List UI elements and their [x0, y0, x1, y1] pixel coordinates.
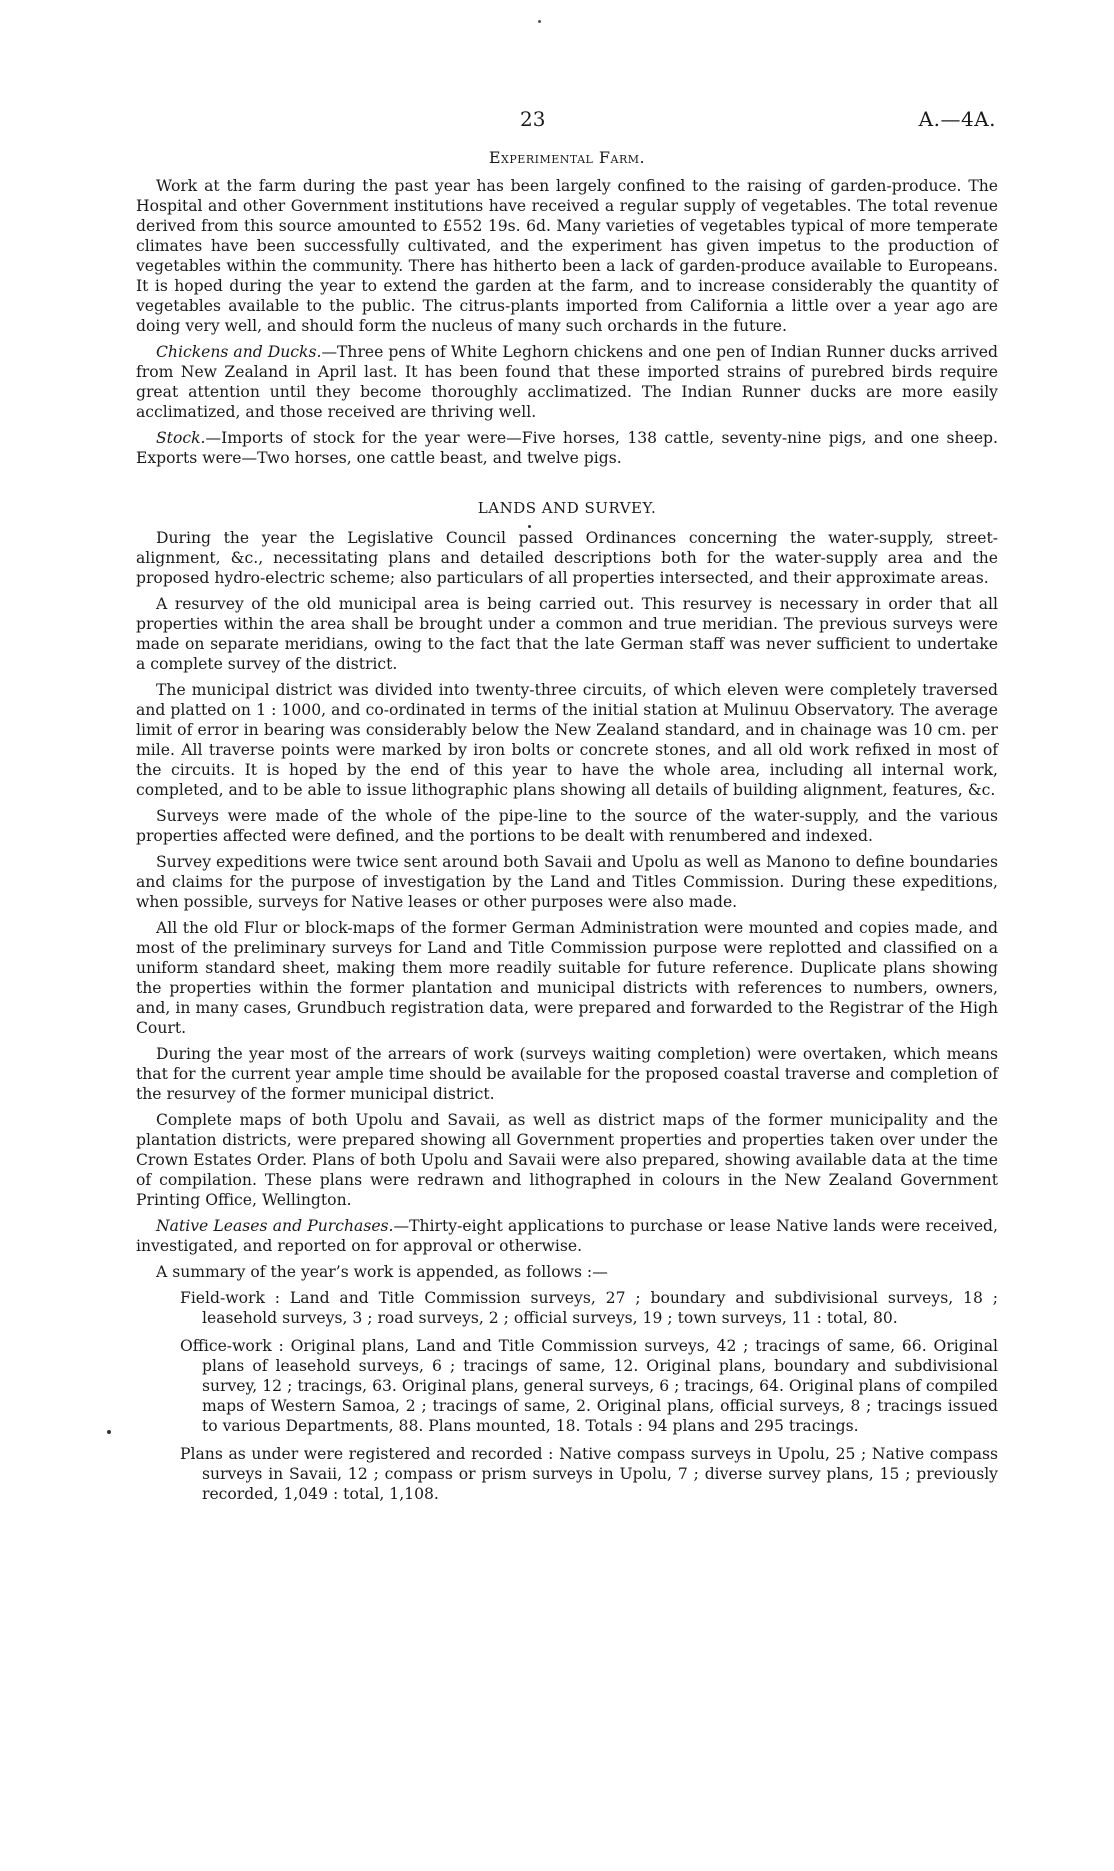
speck	[538, 20, 541, 23]
paragraph: Complete maps of both Upolu and Savaii, as well as district maps of the former municipality and the plantation districts, were prepared showing all Government properties and properties taken over under the Crown Estates Order. Plans of both Upolu and Savaii were also prepared, showing available data at the time of compilation. These plans were redrawn and lithographed in colours in the New Zealand Government Printing Office, Wellington.	[136, 1111, 998, 1209]
speck	[107, 1430, 111, 1434]
summary-item-fieldwork: Field-work : Land and Title Commission surveys, 27 ; boundary and subdivisional surveys, 18 ; leasehold surveys, 3 ; road surveys, 2 ; official surveys, 19 ; town surveys, 11 : total, 80.	[180, 1289, 998, 1327]
paragraph: During the year most of the arrears of work (surveys waiting completion) were overtaken, which means that for the current year ample time should be available for the proposed coastal traverse and completion of the resurvey of the former municipal district.	[136, 1045, 998, 1103]
paragraph-lead: Stock.	[156, 429, 206, 447]
page-content	[136, 148, 998, 1512]
paragraph: Surveys were made of the whole of the pipe-line to the source of the water-supply, and the various properties affected were defined, and the portions to be dealt with renumbered and indexed.	[136, 807, 998, 845]
paragraph-text: —Three pens of White Leghorn chickens and one pen of Indian Runner ducks arrived from New Zealand in April last. It has been found that these imported strains of purebred birds require great attention until they become thoroughly acclimatized. The Indian Runner ducks are more easily acclimatized, and those received are thriving well.	[136, 343, 998, 421]
paragraph: During the year the Legislative Council passed Ordinances concerning the water-supply, street-alignment, &c., necessitating plans and detailed descriptions both for the water-supply area and the proposed hydro-electric scheme; also particulars of all properties intersected, and their approximate areas.	[136, 529, 998, 587]
paragraph-text: —Thirty-eight applications to purchase or lease Native lands were received, investigated, and reported on for approval or otherwise.	[136, 1217, 998, 1255]
document-reference: A.—4A.	[918, 107, 996, 131]
section-heading-experimental-farm: Experimental Farm.	[488, 148, 646, 167]
section-heading-lands-survey: LANDS AND SURVEY.	[477, 499, 657, 517]
page-number: 23	[520, 107, 546, 131]
paragraph: Survey expeditions were twice sent around both Savaii and Upolu as well as Manono to define boundaries and claims for the purpose of investigation by the Land and Titles Commission. During these expeditions, when possible, surveys for Native leases or other purposes were also made.	[136, 853, 998, 911]
paragraph-text: —Imports of stock for the year were—Five horses, 138 cattle, seventy-nine pigs, and one sheep. Exports were—Two horses, one cattle beast, and twelve pigs.	[136, 429, 998, 467]
summary-item-officework: Office-work : Original plans, Land and Title Commission surveys, 42 ; tracings of same, 66. Original plans of leasehold surveys, 6 ; tracings of same, 12. Original plans, boundary and subdivisional survey, 12 ; tracings, 63. Original plans, general surveys, 6 ; tracings, 64. Original plans of compiled maps of Western Samoa, 2 ; tracings of same, 2. Original plans, official surveys, 8 ; tracings issued to various Departments, 88. Plans mounted, 18. Totals : 94 plans and 295 tracings.	[180, 1337, 998, 1435]
paragraph-native-leases	[136, 1216, 998, 1256]
summary-item-plans: Plans as under were registered and recorded : Native compass surveys in Upolu, 25 ; Native compass surveys in Savaii, 12 ; compass or prism surveys in Upolu, 7 ; diverse survey plans, 15 ; previously recorded, 1,049 : total, 1,108.	[180, 1445, 998, 1503]
paragraph: Work at the farm during the past year has been largely confined to the raising of garden-produce. The Hospital and other Government institutions have received a regular supply of vegetables. The total revenue derived from this source amounted to £552 19s. 6d. Many varieties of vegetables typical of more temperate climates have been successfully cultivated, and the experiment has given impetus to the production of vegetables within the community. There has hitherto been a lack of garden-produce available to Europeans. It is hoped during the year to extend the garden at the farm, and to increase considerably the quantity of vegetables available to the public. The citrus-plants imported from California a little over a year ago are doing very well, and should form the nucleus of many such orchards in the future.	[136, 177, 998, 335]
summary-intro: A summary of the year’s work is appended, as follows :—	[156, 1263, 608, 1281]
paragraph-lead: Chickens and Ducks.	[156, 343, 322, 361]
paragraph: The municipal district was divided into twenty-three circuits, of which eleven were completely traversed and platted on 1 : 1000, and co-ordinated in terms of the initial station at Mulinuu Observatory. The average limit of error in bearing was considerably below the New Zealand standard, and in chainage was 10 cm. per mile. All traverse points were marked by iron bolts or concrete stones, and all old work refixed in most of the circuits. It is hoped by the end of this year to have the whole area, including all internal work, completed, and to be able to issue lithographic plans showing all details of building alignment, features, &c.	[136, 681, 998, 799]
paragraph: All the old Flur or block-maps of the former German Administration were mounted and copies made, and most of the preliminary surveys for Land and Title Commission purpose were replotted and classified on a uniform standard sheet, making them more readily suitable for future reference. Duplicate plans showing the properties within the former plantation and municipal districts with references to numbers, owners, and, in many cases, Grundbuch registration data, were prepared and forwarded to the Registrar of the High Court.	[136, 919, 998, 1037]
paragraph-chickens	[136, 342, 998, 422]
paragraph-lead: Native Leases and Purchases.	[156, 1217, 394, 1235]
paragraph: A resurvey of the old municipal area is being carried out. This resurvey is necessary in order that all properties within the area shall be brought under a common and true meridian. The previous surveys were made on separate meridians, owing to the fact that the late German staff was never sufficient to undertake a complete survey of the district.	[136, 595, 998, 673]
paragraph-stock	[136, 428, 998, 468]
